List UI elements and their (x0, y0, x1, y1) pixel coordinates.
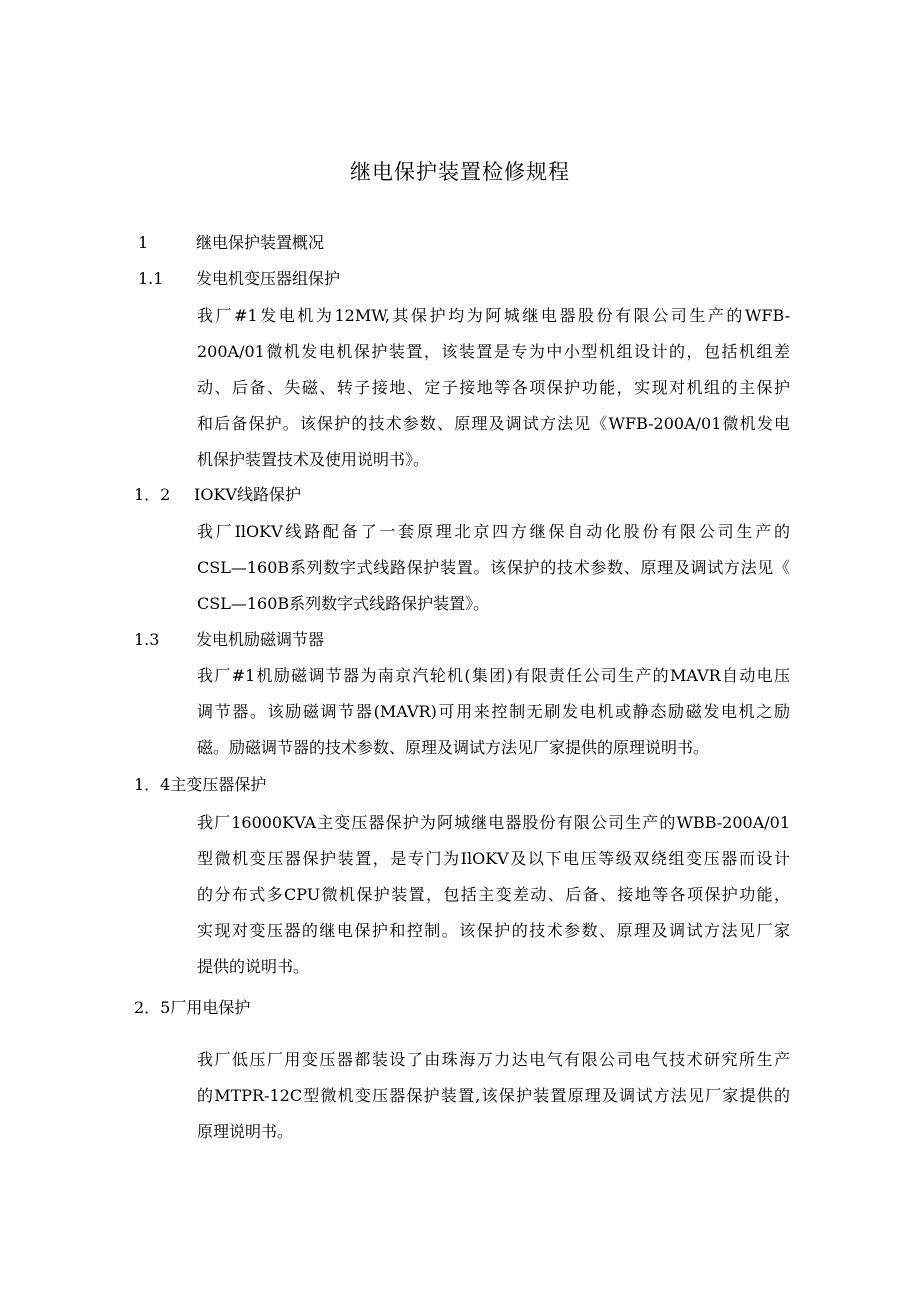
paragraph-line: 我厂#1发电机为12MW,其保护均为阿城继电器股份有限公司生产的WFB- (197, 306, 790, 325)
section-title: 继电保护装置概况 (196, 233, 325, 252)
paragraph-line: 动、后备、失磁、转子接地、定子接地等各项保护功能，实现对机组的主保护 (197, 378, 790, 397)
paragraph-line: 我厂IlOKV线路配备了一套原理北京四方继保自动化股份有限公司生产的 (197, 522, 790, 541)
paragraph-line: 提供的说明书。 (197, 957, 310, 976)
paragraph-line: 我厂低压厂用变压器都装设了由珠海万力达电气有限公司电气技术研究所生产 (197, 1050, 790, 1069)
paragraph-line: 200A/01微机发电机保护装置，该装置是专为中小型机组设计的，包括机组差 (197, 342, 790, 361)
paragraph-line: 的分布式多CPU微机保护装置，包括主变差动、后备、接地等各项保护功能， (197, 885, 790, 904)
section-heading-1-1 (138, 267, 438, 291)
paragraph-line-protection (197, 514, 790, 622)
paragraph-line: 型微机变压器保护装置，是专门为IlOKV及以下电压等级双绕组变压器而设计 (197, 849, 790, 868)
paragraph-line: CSL—160B系列数字式线路保护装置》。 (197, 594, 490, 613)
paragraph-line: CSL—160B系列数字式线路保护装置。该保护的技术参数、原理及调试方法见《 (197, 558, 790, 577)
section-number: 1．2 (134, 485, 171, 504)
paragraph-line: 我厂16000KVA主变压器保护为阿城继电器股份有限公司生产的WBB-200A/01 (197, 813, 790, 832)
section-title: 发电机变压器组保护 (196, 269, 341, 288)
section-heading-2-5 (134, 996, 434, 1020)
paragraph-line: 和后备保护。该保护的技术参数、原理及调试方法见《WFB-200A/01微机发电 (197, 414, 790, 433)
section-number: 2．5厂用电保护 (134, 998, 251, 1017)
paragraph-line: 我厂#1机励磁调节器为南京汽轮机(集团)有限责任公司生产的MAVR自动电压 (197, 666, 790, 685)
paragraph-line: 实现对变压器的继电保护和控制。该保护的技术参数、原理及调试方法见厂家 (197, 921, 790, 940)
paragraph-excitation-regulator (197, 658, 790, 766)
page-title: 继电保护装置检修规程 (350, 160, 570, 184)
paragraph-line: 调节器。该励磁调节器(MAVR)可用来控制无刷发电机或静态励磁发电机之励 (197, 702, 790, 721)
section-number: 1.1 (138, 269, 164, 288)
section-number: 1.3 (134, 630, 160, 649)
section-heading-1 (138, 231, 438, 255)
paragraph-line: 原理说明书。 (197, 1122, 294, 1141)
paragraph-line: 的MTPR-12C型微机变压器保护装置,该保护装置原理及调试方法见厂家提供的 (197, 1086, 790, 1105)
paragraph-station-service (197, 1042, 790, 1150)
section-heading-1-2 (134, 483, 434, 507)
section-heading-1-3 (134, 628, 434, 652)
section-number: 1 (138, 233, 149, 252)
section-title: 发电机励磁调节器 (196, 630, 325, 649)
section-heading-1-4 (134, 773, 434, 797)
paragraph-line: 机保护装置技术及使用说明书》。 (197, 450, 430, 469)
paragraph-line: 磁。励磁调节器的技术参数、原理及调试方法见厂家提供的原理说明书。 (197, 738, 710, 757)
paragraph-main-transformer (197, 805, 790, 985)
paragraph-generator-protection (197, 298, 790, 478)
section-title: IOKV线路保护 (194, 485, 301, 504)
section-number: 1．4主变压器保护 (134, 775, 267, 794)
